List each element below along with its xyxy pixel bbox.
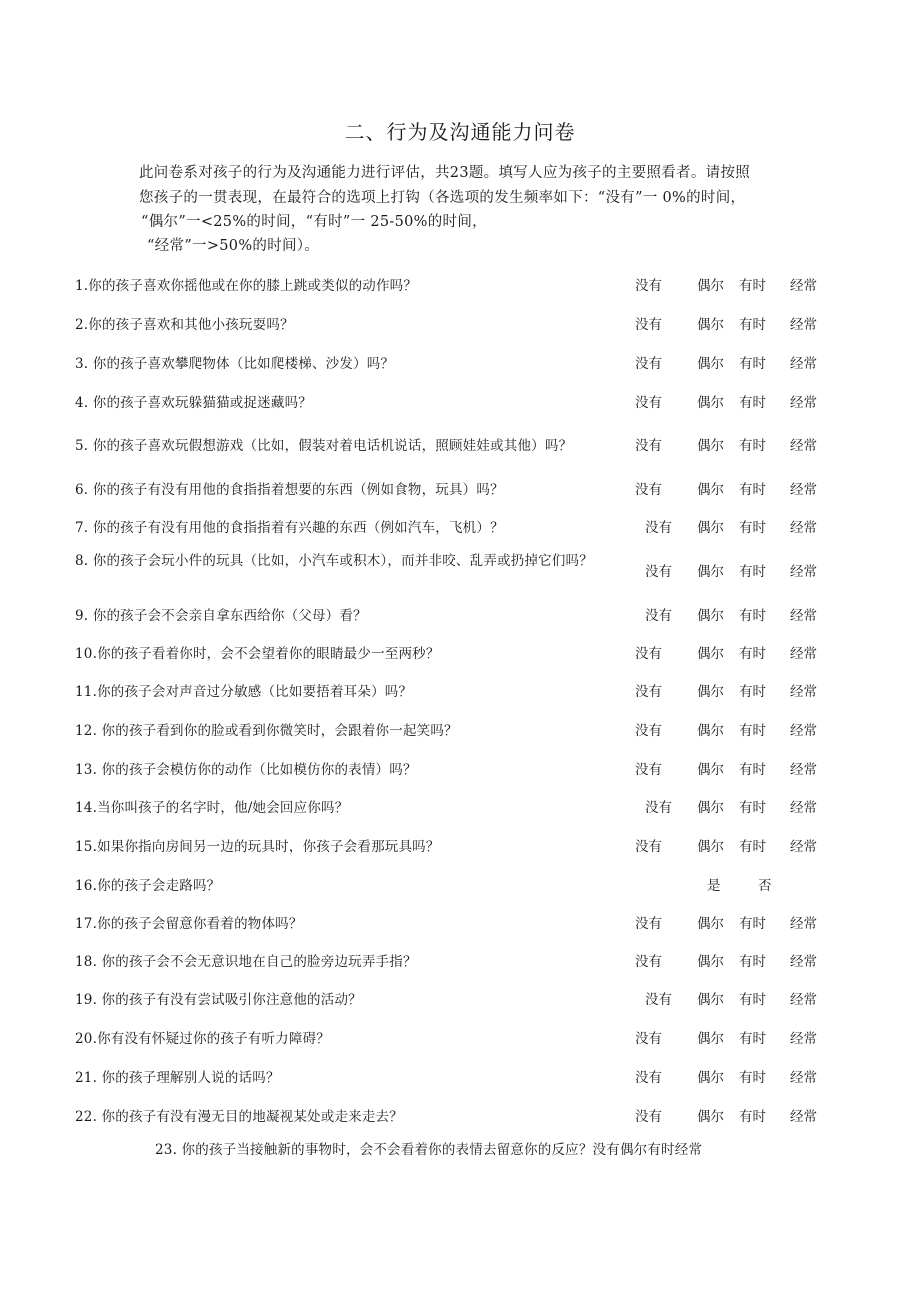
- page-title: 二、行为及沟通能力问卷: [344, 120, 576, 144]
- option-rarely[interactable]: 偶尔: [697, 1070, 724, 1086]
- option-often[interactable]: 经常: [790, 564, 817, 580]
- option-often[interactable]: 经常: [790, 520, 817, 536]
- option-rarely[interactable]: 偶尔: [697, 564, 724, 580]
- option-sometimes[interactable]: 有时: [739, 1070, 766, 1086]
- option-often[interactable]: 经常: [790, 482, 817, 498]
- question-text: 9. 你的孩子会不会亲自拿东西给你（父母）看？: [75, 608, 367, 624]
- option-never[interactable]: 没有: [635, 762, 662, 778]
- question-row-1: [75, 275, 845, 297]
- intro-line-2: 您孩子的一贯表现，在最符合的选项上打钩（各选项的发生频率如下：“没有”一 0%的时间，: [139, 190, 746, 206]
- option-never[interactable]: 没有: [635, 723, 662, 739]
- question-text: 5. 你的孩子喜欢玩假想游戏（比如，假装对着电话机说话，照顾娃娃或其他）吗？: [75, 438, 573, 454]
- question-text: 2.你的孩子喜欢和其他小孩玩耍吗？: [75, 317, 294, 333]
- question-text: 13. 你的孩子会模仿你的动作（比如模仿你的表情）吗？: [75, 762, 417, 778]
- option-never[interactable]: 没有: [645, 608, 672, 624]
- option-never[interactable]: 没有: [635, 356, 662, 372]
- option-rarely[interactable]: 偶尔: [697, 839, 724, 855]
- option-sometimes[interactable]: 有时: [739, 646, 766, 662]
- question-row-6: [75, 479, 845, 501]
- option-sometimes[interactable]: 有时: [739, 356, 766, 372]
- option-often[interactable]: 经常: [790, 839, 817, 855]
- option-never[interactable]: 没有: [635, 438, 662, 454]
- question-text: 20.你有没有怀疑过你的孩子有听力障碍？: [75, 1031, 330, 1047]
- option-often[interactable]: 经常: [790, 1109, 817, 1125]
- option-sometimes[interactable]: 有时: [739, 1109, 766, 1125]
- option-sometimes[interactable]: 有时: [739, 1031, 766, 1047]
- option-sometimes[interactable]: 有时: [739, 839, 766, 855]
- option-yes[interactable]: 是: [707, 878, 721, 894]
- question-row-14: [75, 797, 845, 819]
- question-row-2: [75, 314, 845, 336]
- option-rarely[interactable]: 偶尔: [697, 992, 724, 1008]
- option-rarely[interactable]: 偶尔: [697, 317, 724, 333]
- option-sometimes[interactable]: 有时: [739, 438, 766, 454]
- option-often[interactable]: 经常: [790, 608, 817, 624]
- option-sometimes[interactable]: 有时: [739, 608, 766, 624]
- question-text: 17.你的孩子会留意你看着的物体吗？: [75, 916, 303, 932]
- option-sometimes[interactable]: 有时: [739, 564, 766, 580]
- option-sometimes[interactable]: 有时: [739, 954, 766, 970]
- question-text: 3. 你的孩子喜欢攀爬物体（比如爬楼梯、沙发）吗？: [75, 356, 395, 372]
- option-rarely[interactable]: 偶尔: [697, 482, 724, 498]
- option-rarely[interactable]: 偶尔: [697, 356, 724, 372]
- question-text: 18. 你的孩子会不会无意识地在自己的脸旁边玩弄手指？: [75, 954, 417, 970]
- question-row-21: [75, 1067, 845, 1089]
- question-row-5: [75, 435, 845, 457]
- option-never[interactable]: 没有: [645, 992, 672, 1008]
- question-row-4: [75, 392, 845, 414]
- option-never[interactable]: 没有: [635, 684, 662, 700]
- option-rarely[interactable]: 偶尔: [697, 395, 724, 411]
- question-row-23: 23. 你的孩子当接触新的事物时，会不会看着你的表情去留意你的反应？没有偶尔有时经常: [155, 1142, 703, 1158]
- option-often[interactable]: 经常: [790, 800, 817, 816]
- option-never[interactable]: 没有: [635, 1031, 662, 1047]
- option-rarely[interactable]: 偶尔: [697, 800, 724, 816]
- option-sometimes[interactable]: 有时: [739, 395, 766, 411]
- option-never[interactable]: 没有: [645, 520, 672, 536]
- question-row-13: [75, 759, 845, 781]
- option-often[interactable]: 经常: [790, 438, 817, 454]
- option-never[interactable]: 没有: [635, 1109, 662, 1125]
- question-row-20: [75, 1028, 845, 1050]
- question-row-17: [75, 913, 845, 935]
- option-often[interactable]: 经常: [790, 916, 817, 932]
- option-rarely[interactable]: 偶尔: [697, 1031, 724, 1047]
- question-row-16: [75, 875, 845, 897]
- question-text: 10.你的孩子看着你时，会不会望着你的眼睛最少一至两秒？: [75, 646, 440, 662]
- option-never[interactable]: 没有: [645, 800, 672, 816]
- option-often[interactable]: 经常: [790, 684, 817, 700]
- option-often[interactable]: 经常: [790, 317, 817, 333]
- question-text: 6. 你的孩子有没有用他的食指指着想要的东西（例如食物，玩具）吗？: [75, 482, 504, 498]
- question-text: 16.你的孩子会走路吗？: [75, 878, 221, 894]
- option-sometimes[interactable]: 有时: [739, 800, 766, 816]
- option-rarely[interactable]: 偶尔: [697, 684, 724, 700]
- option-often[interactable]: 经常: [790, 1031, 817, 1047]
- option-often[interactable]: 经常: [790, 992, 817, 1008]
- option-sometimes[interactable]: 有时: [739, 520, 766, 536]
- question-text: 19. 你的孩子有没有尝试吸引你注意他的活动？: [75, 992, 362, 1008]
- option-rarely[interactable]: 偶尔: [697, 762, 724, 778]
- option-sometimes[interactable]: 有时: [739, 317, 766, 333]
- question-text: 11.你的孩子会对声音过分敏感（比如要捂着耳朵）吗？: [75, 684, 413, 700]
- intro-line-3: “偶尔”一<25%的时间，“有时”一 25-50%的时间，: [141, 214, 487, 230]
- question-text: 21. 你的孩子理解别人说的话吗？: [75, 1070, 280, 1086]
- option-often[interactable]: 经常: [790, 1070, 817, 1086]
- intro-line-4: “经常”一>50%的时间）。: [147, 238, 320, 254]
- option-often[interactable]: 经常: [790, 954, 817, 970]
- option-sometimes[interactable]: 有时: [739, 723, 766, 739]
- option-never[interactable]: 没有: [635, 278, 662, 294]
- question-row-3: [75, 353, 845, 375]
- question-row-11: [75, 681, 845, 703]
- option-rarely[interactable]: 偶尔: [697, 646, 724, 662]
- question-text: 22. 你的孩子有没有漫无目的地凝视某处或走来走去？: [75, 1109, 403, 1125]
- option-no[interactable]: 否: [758, 878, 772, 894]
- question-text: 4. 你的孩子喜欢玩躲猫猫或捉迷藏吗？: [75, 395, 312, 411]
- option-never[interactable]: 没有: [635, 1070, 662, 1086]
- option-sometimes[interactable]: 有时: [739, 684, 766, 700]
- option-often[interactable]: 经常: [790, 646, 817, 662]
- option-often[interactable]: 经常: [790, 278, 817, 294]
- option-never[interactable]: 没有: [635, 395, 662, 411]
- question-row-12: [75, 720, 845, 742]
- question-row-15: [75, 836, 845, 858]
- question-row-10: [75, 643, 845, 665]
- option-never[interactable]: 没有: [635, 317, 662, 333]
- option-sometimes[interactable]: 有时: [739, 278, 766, 294]
- option-rarely[interactable]: 偶尔: [697, 608, 724, 624]
- option-sometimes[interactable]: 有时: [739, 482, 766, 498]
- question-row-7: [75, 517, 845, 539]
- question-text: 14.当你叫孩子的名字时，他/她会回应你吗？: [75, 800, 349, 816]
- option-never[interactable]: 没有: [635, 482, 662, 498]
- option-rarely[interactable]: 偶尔: [697, 520, 724, 536]
- option-sometimes[interactable]: 有时: [739, 916, 766, 932]
- option-rarely[interactable]: 偶尔: [697, 916, 724, 932]
- option-often[interactable]: 经常: [790, 762, 817, 778]
- option-sometimes[interactable]: 有时: [739, 762, 766, 778]
- question-text: 12. 你的孩子看到你的脸或看到你微笑时，会跟着你一起笑吗？: [75, 723, 458, 739]
- option-rarely[interactable]: 偶尔: [697, 954, 724, 970]
- option-never[interactable]: 没有: [635, 916, 662, 932]
- option-sometimes[interactable]: 有时: [739, 992, 766, 1008]
- question-text: 1.你的孩子喜欢你摇他或在你的膝上跳或类似的动作吗？: [75, 278, 418, 294]
- question-row-22: [75, 1106, 845, 1128]
- option-never[interactable]: 没有: [635, 839, 662, 855]
- option-never[interactable]: 没有: [645, 564, 672, 580]
- option-often[interactable]: 经常: [790, 356, 817, 372]
- option-rarely[interactable]: 偶尔: [697, 723, 724, 739]
- option-never[interactable]: 没有: [635, 954, 662, 970]
- option-rarely[interactable]: 偶尔: [697, 1109, 724, 1125]
- question-row-8: [75, 553, 845, 583]
- question-text: 7. 你的孩子有没有用他的食指指着有兴趣的东西（例如汽车，飞机）？: [75, 520, 504, 536]
- option-rarely[interactable]: 偶尔: [697, 438, 724, 454]
- option-never[interactable]: 没有: [635, 646, 662, 662]
- option-often[interactable]: 经常: [790, 395, 817, 411]
- question-row-19: [75, 989, 845, 1011]
- option-often[interactable]: 经常: [790, 723, 817, 739]
- question-row-18: [75, 951, 845, 973]
- question-row-9: [75, 605, 845, 627]
- question-text: 8. 你的孩子会玩小件的玩具（比如，小汽车或积木），而并非咬、乱弄或扔掉它们吗？: [75, 553, 593, 569]
- option-rarely[interactable]: 偶尔: [697, 278, 724, 294]
- intro-line-1: 此问卷系对孩子的行为及沟通能力进行评估，共23题。填写人应为孩子的主要照看者。请按照: [139, 165, 751, 181]
- question-text: 15.如果你指向房间另一边的玩具时，你孩子会看那玩具吗？: [75, 839, 440, 855]
